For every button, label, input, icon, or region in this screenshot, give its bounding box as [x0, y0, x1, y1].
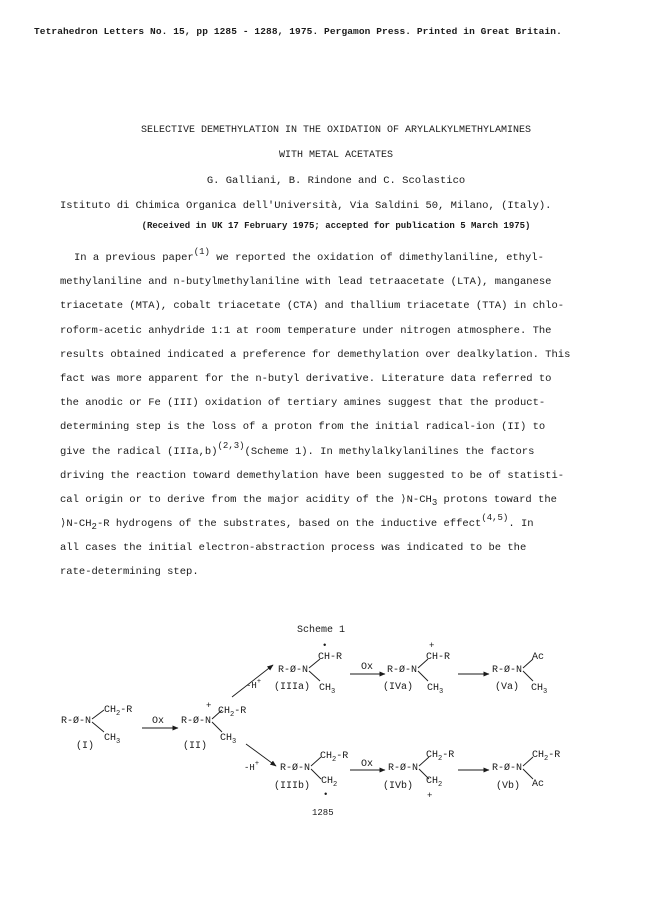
body-line: methylaniline and n-butylmethylaniline with lead tetraacetate (LTA), manganese [60, 276, 552, 289]
group-ch3: $CH_3$ [427, 683, 444, 696]
bond-line [92, 722, 104, 732]
reference-superscript: (1) [193, 247, 210, 257]
group-ch2r: $CH_2-R$ [320, 751, 349, 764]
structure-text: R-Ø-N [61, 716, 92, 727]
bond-line [523, 769, 533, 779]
body-text: In a previous paper [74, 252, 194, 264]
body-line: results obtained indicated a preference for demethylation over dealkylation. This [60, 348, 571, 361]
body-line: driving the reaction toward demethylation have been suggested to be of statisti- [60, 469, 565, 482]
body-text: cal origin or to derive from the major acidity of the [60, 493, 401, 506]
group-chr: CH-R [426, 652, 451, 663]
body-text: protons toward the [437, 493, 557, 506]
structure-text: R-Ø-N [387, 665, 418, 676]
compound-I [61, 705, 132, 752]
chemical-group: N-CH [406, 493, 432, 506]
angle-bracket-glyph: ⟩ [400, 493, 407, 506]
reagent-minus-h-down: -H+ [244, 760, 260, 773]
bond-line [309, 671, 320, 681]
compound-label: (IIIb) [274, 781, 311, 792]
group-ac: Ac [532, 652, 545, 663]
body-line: fact was more apparent for the n-butyl derivative. Literature data referred to [60, 372, 552, 385]
body-text: we reported the oxidation of dimethylaniline, ethyl- [209, 252, 544, 264]
compound-IIIb [274, 751, 348, 800]
body-line: triacetate (MTA), cobalt triacetate (CTA) and thallium triacetate (TTA) in chlo- [60, 300, 565, 313]
group-chr: CH-R [318, 652, 343, 663]
compound-Va [492, 652, 547, 696]
body-text: . In [508, 518, 534, 531]
body-line: determining step is the loss of a proton from the initial radical-ion (II) to [60, 421, 546, 434]
angle-bracket-glyph: ⟩ [60, 518, 67, 531]
journal-header: Tetrahedron Letters No. 15, pp 1285 - 1288, 1975. Pergamon Press. Printed in Great Britain. [34, 26, 562, 37]
radical-dot: • [322, 641, 328, 651]
compound-IVb [383, 750, 454, 801]
body-line: the anodic or Fe (III) oxidation of tertiary amines suggest that the product- [60, 397, 546, 410]
authors: G. Galliani, B. Rindone and C. Scolastico [206, 175, 466, 187]
scheme-title: Scheme 1 [297, 625, 346, 636]
page-number: 1285 [312, 808, 334, 818]
group-ch2r: $CH_2-R$ [104, 705, 133, 718]
reference-superscript: (4,5) [481, 513, 509, 524]
radical-cation-plus: + [206, 701, 212, 711]
cation-plus: + [427, 791, 433, 801]
group-ch3: $CH_3$ [220, 733, 237, 746]
compound-label: (IIIa) [274, 682, 311, 693]
article-title-line-2: WITH METAL ACETATES [278, 150, 394, 161]
received-note: (Received in UK 17 February 1975; accepted for publication 5 March 1975) [141, 221, 531, 231]
compound-label: (Vb) [496, 781, 521, 792]
bond-line [92, 710, 104, 719]
structure-text: R-Ø-N [492, 665, 523, 676]
group-ch2r: $CH_2-R$ [426, 750, 455, 763]
bond-line [523, 671, 533, 681]
group-ch3: $CH_3$ [104, 733, 121, 746]
chemical-group: N-CH [66, 518, 92, 531]
compound-label: (IVa) [383, 682, 414, 693]
compound-IIIa [274, 641, 342, 696]
bond-line [311, 769, 321, 779]
group-ch2: $CH_2$ [321, 776, 338, 789]
cation-plus: + [429, 641, 435, 651]
body-line: rate-determining step. [60, 566, 199, 579]
group-ch2r: $CH_2-R$ [532, 750, 561, 763]
compound-II [181, 701, 246, 752]
compound-IVa [383, 641, 450, 696]
structure-text: R-Ø-N [280, 763, 311, 774]
affiliation: Istituto di Chimica Organica dell'Università, Via Saldini 50, Milano, (Italy). [60, 200, 552, 212]
group-ch3: $CH_3$ [319, 683, 336, 696]
compound-label: (IVb) [383, 781, 414, 792]
structure-text: R-Ø-N [278, 665, 309, 676]
reagent-minus-h-up: -H+ [246, 678, 262, 691]
subscript: 3 [431, 497, 438, 508]
reagent-ox: Ox [361, 759, 374, 770]
reference-superscript: (2,3) [217, 440, 245, 451]
group-ch2: $CH_2$ [426, 776, 443, 789]
body-text: (Scheme 1). In methylalkylanilines the factors [244, 445, 535, 458]
bond-line [212, 722, 222, 732]
compound-label: (I) [76, 741, 95, 752]
reagent-ox: Ox [152, 716, 165, 727]
reagent-ox: Ox [361, 662, 374, 673]
body-text: give the radical (IIIa,b) [60, 445, 218, 458]
structure-text: R-Ø-N [181, 716, 212, 727]
structure-text: R-Ø-N [492, 763, 523, 774]
compound-label: (Va) [495, 682, 520, 693]
subscript: 2 [91, 522, 97, 533]
body-text: -R hydrogens of the substrates, based on the inductive effect [96, 518, 482, 531]
compound-label: (II) [183, 741, 208, 752]
group-ch2r: $CH_2-R$ [218, 706, 247, 719]
body-line: all cases the initial electron-abstraction process was indicated to be the [60, 542, 527, 555]
structure-text: R-Ø-N [388, 763, 419, 774]
group-ac: Ac [532, 779, 545, 790]
article-title-line-1: SELECTIVE DEMETHYLATION IN THE OXIDATION OF ARYLALKYLMETHYLAMINES [140, 125, 532, 136]
group-ch3: $CH_3$ [531, 683, 548, 696]
radical-dot: • [323, 790, 329, 800]
compound-Vb [492, 750, 560, 792]
body-line: roform-acetic anhydride 1:1 at room temperature under nitrogen atmosphere. The [60, 324, 552, 337]
bond-line [418, 671, 428, 681]
